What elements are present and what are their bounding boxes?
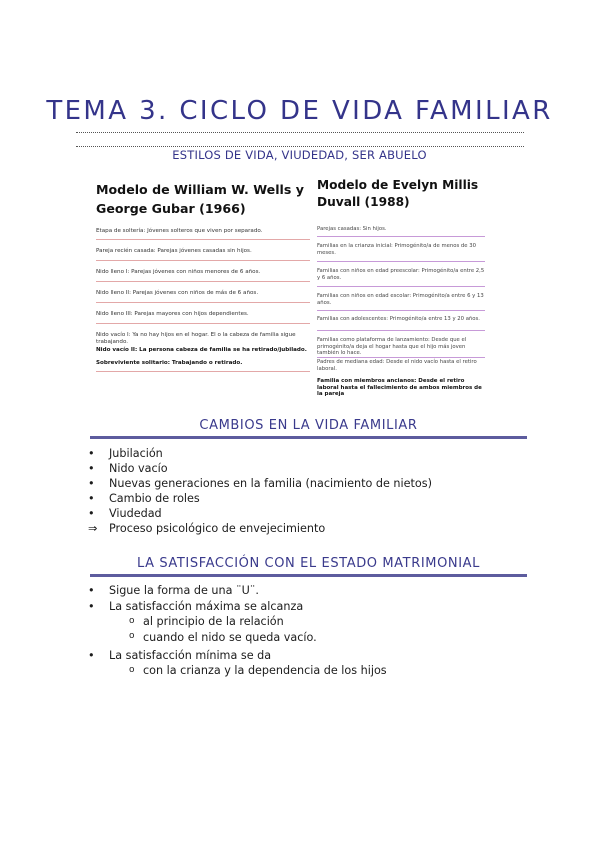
wells-gubar-heading: Modelo de William W. Wells y George Gubar (1966) (96, 182, 304, 216)
list-item-text: Cambio de roles (109, 492, 200, 505)
sub-list-item-text: cuando el nido se queda vacío. (143, 631, 317, 644)
duvall-row: Familias en la crianza inicial: Primogénito/a de menos de 30 meses. (317, 237, 485, 262)
list-item-text: Viudedad (109, 507, 162, 520)
bullet-marker: • (88, 584, 95, 597)
list-item-text: Nido vacío (109, 462, 168, 475)
sub-list (109, 614, 387, 648)
satisfaccion-rule (90, 574, 527, 577)
bullet-marker: • (88, 649, 95, 662)
list-item-text: Sigue la forma de una ¨U¨. (109, 584, 259, 597)
wells-gubar-row-bold: Nido vacío II: La persona cabeza de familia se ha retirado/jubilado. (96, 347, 307, 353)
sub-list-item (109, 614, 387, 629)
wells-gubar-row: Nido vacío I: Ya no hay hijos en el hogar. El o la cabeza de familia sigue trabajando. (96, 332, 296, 345)
satisfaccion-list (86, 583, 387, 681)
arrow-icon: ⇒ (88, 522, 98, 535)
satisfaccion-title: LA SATISFACCIÓN CON EL ESTADO MATRIMONIAL (136, 556, 481, 571)
wells-gubar-row: Pareja recién casada: Parejas jóvenes casadas sin hijos. (96, 240, 310, 261)
list-item-text: Nuevas generaciones en la familia (nacimiento de nietos) (109, 477, 432, 490)
circle-bullet-marker: o (129, 616, 135, 626)
title-divider (76, 132, 524, 133)
bullet-marker: • (88, 477, 95, 490)
wells-gubar-row: Etapa de soltería: Jóvenes solteros que viven por separado. (96, 224, 310, 240)
list-item-text: Proceso psicológico de envejecimiento (109, 522, 326, 535)
list-item (86, 476, 432, 491)
sub-list-item (109, 629, 387, 645)
wells-gubar-table (96, 180, 310, 372)
list-item (86, 506, 432, 521)
sub-list-item (109, 663, 387, 678)
list-item (86, 583, 387, 599)
sub-list-item-text: con la crianza y la dependencia de los hijos (143, 664, 387, 677)
list-item (86, 521, 432, 536)
sub-list-item-text: al principio de la relación (143, 615, 284, 628)
duvall-heading: Modelo de Evelyn Millis Duvall (1988) (317, 178, 479, 209)
list-item (86, 648, 387, 681)
cambios-list (86, 446, 432, 536)
sub-list (109, 663, 387, 681)
page-title: TEMA 3. CICLO DE VIDA FAMILIAR (46, 96, 553, 126)
wells-gubar-row-bold: Sobreviviente solitario: Trabajando o retirado. (96, 354, 310, 372)
circle-bullet-marker: o (129, 631, 135, 641)
duvall-row: Padres de mediana edad: Desde el nido vacío hasta el retiro laboral. (317, 359, 477, 372)
list-item-text: La satisfacción mínima se da (109, 649, 272, 662)
list-item-text: Jubilación (109, 447, 163, 460)
list-item-text: La satisfacción máxima se alcanza (109, 600, 304, 613)
duvall-table (317, 177, 485, 398)
bullet-marker: • (88, 447, 95, 460)
duvall-row: Familias con niños en edad preescolar: Primogénito/a entre 2,5 y 6 años. (317, 262, 485, 287)
wells-gubar-row: Nido lleno II: Parejas jóvenes con niños de más de 6 años. (96, 282, 310, 303)
section-subtitle: ESTILOS DE VIDA, VIUDEDAD, SER ABUELO (172, 148, 427, 162)
duvall-row: Familias como plataforma de lanzamiento: Desde que el primogénito/a deja el hogar hasta que el hijo más joven también lo hace. (317, 331, 485, 358)
list-item (86, 599, 387, 648)
cambios-rule (90, 436, 527, 439)
list-item (86, 461, 432, 476)
wells-gubar-row: Nido lleno I: Parejas jóvenes con niños menores de 6 años. (96, 261, 310, 282)
wells-gubar-row: Nido lleno III: Parejas mayores con hijos dependientes. (96, 303, 310, 324)
duvall-row: Familias con adolescentes: Primogénito/a entre 13 y 20 años. (317, 311, 485, 331)
list-item (86, 446, 432, 461)
duvall-row-bold: Familia con miembros ancianos: Desde el retiro laboral hasta el fallecimiento de ambos miembros de la pareja (317, 378, 482, 398)
duvall-row: Parejas casadas: Sin hijos. (317, 226, 485, 237)
duvall-row: Familias con niños en edad escolar: Primogénito/a entre 6 y 13 años. (317, 287, 485, 311)
list-item (86, 491, 432, 506)
bullet-marker: • (88, 462, 95, 475)
bullet-marker: • (88, 600, 95, 613)
circle-bullet-marker: o (129, 665, 135, 675)
subtitle-divider (76, 146, 524, 147)
bullet-marker: • (88, 507, 95, 520)
cambios-title: CAMBIOS EN LA VIDA FAMILIAR (199, 418, 418, 433)
bullet-marker: • (88, 492, 95, 505)
